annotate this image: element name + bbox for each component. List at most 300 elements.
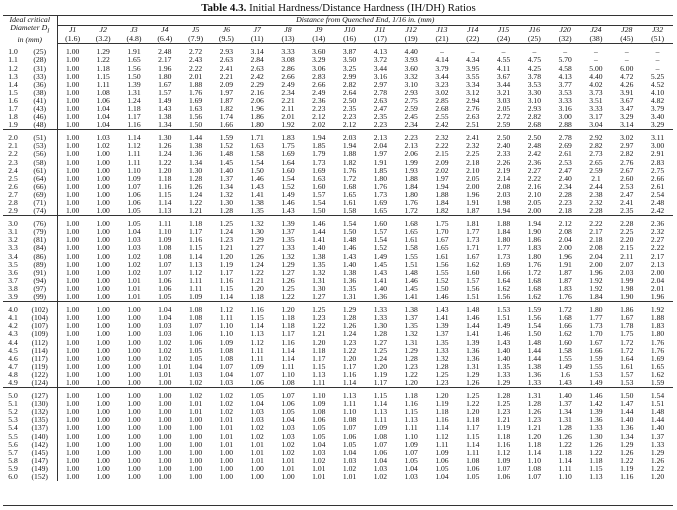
ratio-cell: 1.53 (496, 305, 511, 315)
ratio-cell: 1.34 (219, 182, 234, 191)
ratio-cell: 1.00 (127, 473, 141, 482)
ratio-cell: 2.33 (496, 150, 511, 159)
ratio-cell: 1.43 (558, 378, 572, 387)
ratio-cell: 3.25 (342, 64, 357, 73)
ratio-cell: 1.83 (527, 244, 541, 253)
ratio-cell: 1.04 (281, 416, 295, 425)
ratio-cell: 1.11 (404, 424, 418, 433)
ratio-cell: 1.25 (466, 391, 480, 401)
ratio-cell: 1.06 (496, 473, 511, 482)
ratio-cell: 1.20 (435, 391, 449, 401)
ratio-cell: 1.29 (620, 440, 634, 449)
ratio-cell: 2.48 (650, 199, 665, 208)
ratio-cell: 2.28 (620, 219, 634, 229)
ratio-cell: 3.32 (404, 72, 418, 81)
ratio-cell: 4.02 (589, 80, 603, 89)
j-mm-label: (9.5) (211, 35, 242, 44)
diameter-in-cell: 5.6 (8, 440, 18, 449)
ratio-cell: 1.76 (342, 166, 357, 175)
ratio-cell: 1.72 (620, 346, 634, 355)
diameter-mm-cell: (46) (23, 113, 57, 121)
ratio-cell: 1.22 (158, 158, 172, 167)
ratio-cell: 2.34 (281, 88, 295, 97)
table-row (3, 302, 673, 315)
ratio-cell: 1.18 (404, 391, 418, 401)
ratio-cell: 1.31 (312, 276, 326, 285)
ratio-cell: 1.14 (158, 199, 172, 208)
ratio-cell: 1.11 (250, 354, 264, 363)
ratio-cell: 1.40 (496, 346, 511, 355)
ratio-cell: 1.32 (281, 252, 295, 261)
j-position-label: J11 (375, 25, 386, 35)
ratio-cell: 1.33 (589, 424, 603, 433)
ratio-cell: 1.56 (466, 284, 480, 293)
ratio-cell: 1.32 (312, 268, 326, 277)
ratio-cell: 1.14 (466, 440, 480, 449)
ratio-cell: 1.09 (250, 362, 264, 371)
ratio-cell: 1.00 (66, 284, 80, 293)
ratio-cell: 1.08 (96, 88, 110, 97)
ratio-cell: 1.02 (219, 408, 234, 417)
ratio-cell: 1.10 (527, 456, 541, 465)
ratio-cell: 1.28 (404, 354, 418, 363)
ratio-cell: 1.31 (558, 416, 572, 425)
ratio-cell: 1.86 (620, 305, 634, 315)
diameter-mm-cell: (84) (23, 244, 57, 252)
ratio-cell: 1.29 (250, 236, 264, 245)
ratio-cell: 2.35 (373, 113, 388, 122)
ratio-cell: 1.49 (558, 362, 572, 371)
ratio-cell: 1.00 (96, 378, 110, 387)
ratio-cell: 2.76 (466, 104, 480, 113)
ratio-cell: 1.28 (496, 391, 511, 401)
j-mm-label: (4.8) (119, 35, 150, 44)
ratio-cell: 2.59 (404, 104, 418, 113)
table-row (3, 473, 673, 481)
ratio-cell: 6.00 (620, 64, 634, 73)
ratio-cell: 1.66 (558, 322, 572, 331)
diameter-in-cell: 6.0 (8, 473, 18, 482)
j-mm-label: (21) (427, 35, 458, 44)
ratio-cell: 3.34 (466, 80, 480, 89)
table-row (3, 167, 673, 175)
ratio-cell: 2.16 (527, 182, 541, 191)
table-row (3, 416, 673, 424)
ratio-cell: 1.80 (650, 330, 665, 339)
ratio-cell: 1.08 (281, 378, 295, 387)
ratio-cell: 1.05 (466, 473, 480, 482)
ratio-cell: 1.94 (312, 133, 326, 143)
ratio-cell: 1.02 (127, 252, 141, 261)
table-row (3, 175, 673, 183)
ratio-cell: 2.04 (589, 252, 603, 261)
ratio-cell: 1.78 (620, 322, 634, 331)
ratio-cell: 1.00 (158, 464, 172, 473)
ratio-cell: 1.00 (127, 400, 141, 409)
ratio-cell: 1.11 (466, 448, 480, 457)
ratio-cell: 2.1 (591, 174, 601, 183)
ratio-cell: 1.31 (127, 88, 141, 97)
table-row (3, 159, 673, 167)
ratio-cell: 2.11 (620, 252, 634, 261)
ratio-cell: 1.11 (127, 158, 141, 167)
ratio-cell: 2.50 (342, 96, 357, 105)
ratio-cell: 1.10 (558, 473, 572, 482)
ratio-cell: 2.97 (620, 142, 634, 151)
ratio-cell: 1.01 (219, 440, 234, 449)
ratio-cell: 1.76 (373, 182, 388, 191)
diameter-header (3, 16, 57, 44)
ratio-cell: 1.16 (404, 400, 418, 409)
ratio-cell: 1.91 (373, 158, 388, 167)
ratio-cell: 1.88 (435, 190, 449, 199)
ratio-cell: 4.13 (373, 47, 388, 57)
ratio-cell: 1.87 (558, 268, 572, 277)
ratio-cell: 1.00 (127, 330, 141, 339)
ratio-cell: 1.09 (373, 424, 388, 433)
ratio-cell: 1.51 (496, 314, 511, 323)
diameter-mm-cell: (25) (23, 44, 57, 57)
ratio-cell: 1.60 (312, 182, 326, 191)
j-position-label: J4 (161, 25, 169, 35)
ratio-cell: 2.04 (558, 236, 572, 245)
ratio-cell: 1.26 (558, 432, 572, 441)
ratio-cell: 1.26 (250, 252, 264, 261)
ratio-cell: 1.74 (219, 113, 234, 122)
ratio-cell: 1.27 (281, 268, 295, 277)
ratio-cell: 1.16 (620, 473, 634, 482)
ratio-cell: 1.32 (404, 330, 418, 339)
ratio-cell: 3.53 (558, 88, 572, 97)
ratio-cell: 1.05 (342, 440, 357, 449)
diameter-in-cell: 5.3 (8, 416, 18, 425)
ratio-cell: 1.00 (66, 64, 80, 73)
ratio-cell: 2.69 (558, 142, 572, 151)
ratio-cell: 2.03 (342, 133, 357, 143)
ratio-cell: 1.61 (435, 252, 449, 261)
ratio-cell: 2.78 (558, 133, 572, 143)
ratio-cell: 3.33 (281, 47, 295, 57)
ratio-cell: 1.00 (66, 236, 80, 245)
ratio-cell: 1.17 (342, 362, 357, 371)
ratio-cell: 1.00 (66, 346, 80, 355)
ratio-cell: 1.00 (96, 448, 110, 457)
ratio-cell: 1.88 (650, 314, 665, 323)
ratio-cell: 1.73 (496, 252, 511, 261)
ratio-cell: 2.88 (558, 121, 572, 130)
ratio-cell: 1.92 (589, 276, 603, 285)
ratio-cell: 1.00 (66, 338, 80, 347)
ratio-cell: 1.52 (281, 182, 295, 191)
diameter-mm-cell: (109) (23, 330, 57, 338)
diameter-in-cell: 5.7 (8, 448, 18, 457)
diameter-in-cell: 2.8 (8, 199, 18, 208)
ratio-cell: – (594, 47, 598, 57)
ratio-cell: 1.25 (496, 400, 511, 409)
ratio-cell: 2.41 (219, 64, 234, 73)
ratio-cell: 3.12 (466, 88, 480, 97)
ratio-cell: 1.34 (188, 158, 203, 167)
ratio-cell: 1.00 (66, 330, 80, 339)
diameter-mm-cell: (81) (23, 236, 57, 244)
ratio-cell: 1.25 (373, 346, 388, 355)
diameter-in-cell: 1.5 (8, 88, 18, 97)
ratio-cell: 1.04 (96, 104, 110, 113)
ratio-cell: 1.15 (466, 432, 480, 441)
ratio-cell: 1.79 (312, 150, 326, 159)
ratio-cell: 2.75 (650, 166, 665, 175)
diameter-mm-cell: (43) (23, 105, 57, 113)
ratio-cell: – (440, 47, 444, 57)
diameter-in-cell: 1.4 (8, 80, 18, 89)
ratio-cell: 2.00 (466, 182, 480, 191)
ratio-cell: 1.19 (219, 260, 234, 269)
table-row (3, 105, 673, 113)
ratio-cell: 1.57 (620, 370, 634, 379)
j-mm-label: (19) (396, 35, 427, 44)
ratio-cell: 2.59 (496, 121, 511, 130)
ratio-cell: 2.01 (188, 72, 203, 81)
j-position-label: J28 (621, 25, 633, 35)
ratio-cell: 2.01 (281, 113, 295, 122)
ratio-cell: 3.53 (527, 80, 541, 89)
ratio-cell: 1.14 (435, 424, 449, 433)
ratio-cell: 1.37 (558, 400, 572, 409)
ratio-cell: 1.00 (127, 370, 141, 379)
ratio-cell: 1.02 (281, 448, 295, 457)
ratio-cell: 2.41 (620, 199, 634, 208)
ratio-cell: 1.34 (558, 408, 572, 417)
ratio-cell: – (624, 47, 629, 57)
ratio-cell: 1.40 (558, 391, 572, 401)
j-mm-label: (45) (611, 35, 642, 44)
ratio-cell: 1.57 (158, 88, 172, 97)
ratio-cell: 2.64 (342, 88, 357, 97)
ratio-cell: 1.30 (188, 166, 203, 175)
j-position-label: J10 (343, 25, 356, 35)
ratio-cell: 1.00 (127, 440, 141, 449)
ratio-cell: 3.60 (404, 64, 418, 73)
ratio-cell: 1.12 (435, 432, 449, 441)
ratio-cell: 1.01 (342, 473, 357, 482)
ratio-cell: 1.00 (66, 80, 80, 89)
ratio-cell: 2.53 (558, 158, 572, 167)
ratio-cell: 2.42 (650, 207, 665, 216)
ratio-cell: 1.29 (496, 378, 511, 387)
ratio-cell: 1.19 (496, 424, 511, 433)
ratio-cell: 1.69 (373, 199, 388, 208)
ratio-cell: 1.26 (281, 276, 295, 285)
ratio-cell: 1.06 (158, 276, 172, 285)
ratio-cell: 1.39 (435, 322, 449, 331)
table-row (3, 253, 673, 261)
ratio-cell: 1.68 (527, 276, 541, 285)
ratio-cell: 1.63 (250, 142, 264, 151)
ratio-cell: 1.00 (66, 391, 80, 401)
table-row (3, 339, 673, 347)
ratio-cell: 1.67 (435, 236, 449, 245)
table-row (3, 449, 673, 457)
ratio-cell: 2.47 (558, 166, 572, 175)
ratio-cell: 2.07 (620, 260, 634, 269)
ratio-cell: 1.16 (250, 305, 264, 315)
ratio-cell: 1.00 (281, 473, 295, 482)
ratio-cell: 1.31 (466, 362, 480, 371)
ratio-cell: 1.00 (158, 378, 172, 387)
ratio-cell: 3.17 (589, 113, 603, 122)
ratio-cell: 1.39 (589, 408, 603, 417)
ratio-cell: 4.75 (527, 56, 541, 65)
ratio-cell: 2.47 (620, 190, 634, 199)
ratio-cell: 1.28 (527, 400, 541, 409)
ratio-cell: 1.06 (250, 378, 264, 387)
ratio-cell: 1.03 (96, 133, 110, 143)
ratio-cell: 2.00 (558, 244, 572, 253)
ratio-cell: 1.69 (188, 96, 203, 105)
ratio-cell: 1.20 (650, 473, 665, 482)
diameter-mm-cell: (112) (23, 339, 57, 347)
ratio-cell: 2.15 (620, 244, 634, 253)
ratio-cell: 1.35 (496, 362, 511, 371)
ratio-cell: 1.48 (650, 408, 665, 417)
diameter-mm-cell: (48) (23, 121, 57, 130)
ratio-cell: 1.57 (312, 190, 326, 199)
ratio-cell: 2.22 (188, 64, 203, 73)
ratio-cell: 1.76 (404, 199, 418, 208)
ratio-cell: 4.82 (650, 96, 665, 105)
ratio-cell: 1.00 (188, 448, 203, 457)
table-row (3, 371, 673, 379)
ratio-cell: 1.00 (188, 456, 203, 465)
ratio-cell: 1.87 (219, 96, 234, 105)
table-row (3, 322, 673, 330)
ratio-cell: 2.85 (435, 96, 449, 105)
ratio-cell: 1.32 (435, 354, 449, 363)
ratio-cell: 1.05 (312, 424, 326, 433)
ratio-cell: 1.08 (466, 456, 480, 465)
ratio-cell: 1.87 (466, 207, 480, 216)
ratio-table (3, 15, 673, 481)
ratio-cell: 4.14 (435, 56, 449, 65)
ratio-cell: 2.48 (527, 142, 541, 151)
j-position-label: J12 (405, 25, 417, 35)
ratio-cell: 1.81 (466, 219, 480, 229)
ratio-cell: 1.07 (342, 424, 357, 433)
ratio-cell: 1.30 (158, 133, 172, 143)
ratio-cell: 1.22 (466, 400, 480, 409)
ratio-cell: 3.29 (650, 121, 665, 130)
ratio-cell: 1.11 (158, 219, 172, 229)
ratio-cell: 1.75 (281, 142, 295, 151)
ratio-cell: 2.18 (466, 158, 480, 167)
ratio-cell: 1.43 (250, 182, 264, 191)
j-mm-label: (51) (642, 35, 673, 44)
ratio-cell: 1.00 (66, 370, 80, 379)
ratio-cell: 1.07 (127, 182, 141, 191)
ratio-cell: 1.00 (96, 354, 110, 363)
ratio-cell: 2.06 (250, 96, 264, 105)
ratio-cell: 1.80 (496, 236, 511, 245)
ratio-cell: 2.11 (281, 104, 295, 113)
diameter-mm-cell: (61) (23, 167, 57, 175)
j-position-label: J14 (467, 25, 479, 35)
ratio-cell: 1.00 (66, 456, 80, 465)
ratio-cell: 5.70 (558, 56, 572, 65)
ratio-cell: 1.00 (96, 268, 110, 277)
ratio-cell: 1.00 (66, 400, 80, 409)
ratio-cell: 1.12 (219, 305, 234, 315)
ratio-cell: 1.00 (66, 228, 80, 237)
ratio-cell: 2.40 (558, 174, 572, 183)
ratio-cell: 2.28 (558, 190, 572, 199)
ratio-cell: 2.13 (373, 133, 388, 143)
ratio-cell: 2.08 (589, 244, 603, 253)
ratio-cell: 1.17 (312, 354, 326, 363)
ratio-cell: 2.36 (650, 219, 665, 229)
ratio-cell: 1.76 (527, 260, 541, 269)
j-mm-label: (22) (457, 35, 488, 44)
ratio-cell: 1.05 (404, 456, 418, 465)
ratio-cell: 1.00 (96, 362, 110, 371)
ratio-cell: 3.29 (620, 113, 634, 122)
ratio-cell: 1.55 (435, 268, 449, 277)
diameter-in-cell: 2.7 (8, 190, 18, 199)
ratio-cell: 1.30 (589, 432, 603, 441)
ratio-cell: 1.00 (127, 378, 141, 387)
ratio-cell: 1.33 (373, 305, 388, 315)
ratio-cell: 2.97 (373, 80, 388, 89)
ratio-cell: 1.67 (158, 80, 172, 89)
ratio-cell: 1.00 (96, 440, 110, 449)
ratio-cell: 1.15 (219, 284, 234, 293)
ratio-cell: 2.36 (312, 96, 326, 105)
ratio-cell: 1.20 (281, 305, 295, 315)
diameter-in-cell: 2.1 (8, 142, 18, 151)
ratio-cell: 1.02 (96, 142, 110, 151)
ratio-cell: 1.90 (527, 228, 541, 237)
ratio-cell: 1.09 (158, 236, 172, 245)
ratio-cell: 1.54 (527, 322, 541, 331)
ratio-cell: – (501, 47, 506, 57)
ratio-cell: 1.06 (127, 199, 141, 208)
ratio-cell: 1.09 (127, 174, 141, 183)
ratio-cell: 1.60 (373, 219, 388, 229)
ratio-cell: 2.35 (620, 207, 634, 216)
j-mm-label: (14) (303, 35, 334, 44)
ratio-cell: 1.14 (373, 400, 388, 409)
ratio-cell: 1.38 (527, 362, 541, 371)
ratio-cell: 1.25 (281, 284, 295, 293)
ratio-cell: 1.98 (620, 284, 634, 293)
ratio-cell: 1.00 (66, 133, 80, 143)
ratio-cell: 2.67 (620, 166, 634, 175)
ratio-cell: 1.46 (281, 199, 295, 208)
diameter-mm-cell: (130) (23, 400, 57, 408)
ratio-cell: 1.11 (373, 416, 387, 425)
ratio-cell: 1.25 (312, 305, 326, 315)
ratio-cell: 1.00 (66, 432, 80, 441)
ratio-cell: 3.95 (466, 64, 480, 73)
ratio-cell: 1.65 (435, 244, 449, 253)
ratio-cell: 1.00 (188, 424, 203, 433)
diameter-in-cell: 4.2 (8, 322, 18, 331)
ratio-cell: 1.40 (650, 424, 665, 433)
ratio-cell: 1.22 (620, 456, 634, 465)
ratio-cell: 1.67 (620, 314, 634, 323)
ratio-cell: 1.00 (96, 207, 110, 216)
ratio-cell: 1.13 (589, 473, 603, 482)
ratio-cell: 2.42 (527, 150, 541, 159)
